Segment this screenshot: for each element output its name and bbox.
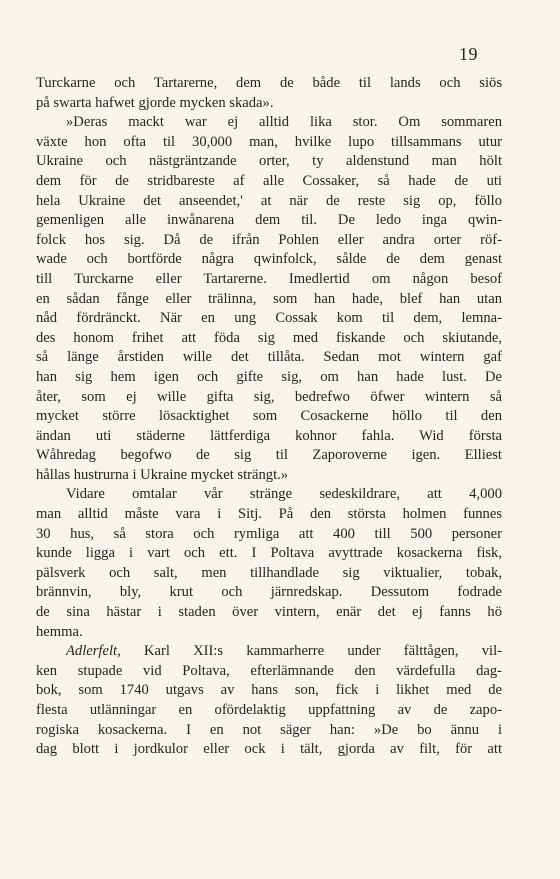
text-line: Vidare omtalar vår stränge sedeskildrare, att 4,000	[66, 486, 502, 503]
text-line: man alltid måste vara i Sitj. På den största holmen funnes	[36, 506, 502, 523]
text-line	[36, 642, 502, 662]
person-name: Adlerfelt,	[66, 643, 121, 660]
text-line: wade och bortförde några qwinfolck, sålde de dem genast	[36, 251, 502, 268]
text-line: bok, som 1740 utgavs av hans son, fick i likhet med de	[36, 682, 502, 699]
text-line: flesta utlänningar en ofördelaktig uppfattning av de zapo-	[36, 702, 502, 718]
text-line: mycket större lösacktighet som Cosackerne höllo til den	[36, 408, 502, 425]
text-line: Wåhredag begofwo de sig til Zaporoverne igen. Elliest	[36, 447, 502, 464]
text-line: hållas hustrurna i Ukraine mycket strängt.»	[36, 466, 289, 483]
text-line: pälsverk och salt, men tillhandlade sig viktualier, tobak,	[36, 564, 502, 581]
text-line: »Deras mackt war ej alltid lika stor. Om sommaren	[66, 114, 502, 131]
text-line: kunde ligga i vart och ett. I Poltava avyttrade kosackerna fisk,	[36, 545, 502, 562]
text-line: ken stupade vid Poltava, efterlämnande den värdefulla dag-	[36, 662, 502, 679]
text-line: ändan uti städerne lättferdiga kohnor fahla. Wid första	[36, 427, 502, 444]
text-line: han sig hem igen och gifte sig, om han hade lust. De	[36, 368, 502, 385]
text-line: åter, som ej wille gifta sig, bedrefwo öfwer wintern så	[36, 388, 502, 405]
text-line: hela Ukraine det anseendet,' at när de reste sig op, föllo	[36, 192, 502, 209]
text-line: så länge årstiden wille det tillåta. Sedan mot wintern gaf	[36, 349, 502, 366]
page-number: 19	[459, 44, 478, 64]
text-line: rogiska kosackerna. I en not säger han: »De bo ännu i	[36, 721, 502, 738]
text-line: des honom frihet att föda sig med fiskande och skiutande,	[36, 329, 502, 346]
text-line: brännvin, bly, krut och järnredskap. Dessutom fodrade	[36, 584, 502, 601]
text-line: dag blott i jordkulor eller ock i tält, gjorda av filt, för att	[36, 741, 502, 758]
text-line: dem för de stridbareste af alle Cossaker, så hade de uti	[36, 172, 502, 189]
text-line: på swarta hafwet gjorde mycken skada».	[36, 94, 274, 111]
text-line: 30 hus, så stora och rymliga att 400 till 500 personer	[36, 525, 502, 542]
text-line: en sådan fånge eller trälinna, som han hade, blef han utan	[36, 290, 502, 307]
text-line: till Turckarne eller Tartarerne. Imedlertid om någon besof	[36, 270, 502, 287]
text-line: gemenligen alle inwånarena dem til. De ledo inga qwin-	[36, 212, 502, 229]
text-line: hemma.	[36, 623, 83, 640]
text-line: nåd fördränckt. När en ung Cossak kom til dem, lemna-	[36, 310, 502, 327]
text-line: växte hon ofta til 30,000 man, hvilke lupo tillsammans utur	[36, 133, 502, 150]
body-text	[36, 74, 502, 760]
text-line: Turckarne och Tartarerne, dem de både til lands och siös	[36, 75, 502, 91]
text-line: folck hos sig. Då de ifrån Pohlen eller andra orter röf-	[36, 231, 502, 248]
line-text: Karl XII:s kammarherre under fälttågen, vil-	[120, 643, 502, 660]
text-line: Ukraine och nästgräntzande orter, ty aldenstund man hölt	[36, 153, 502, 170]
text-line: de sina hästar i staden över vintern, enär det ej fanns hö	[36, 604, 502, 621]
